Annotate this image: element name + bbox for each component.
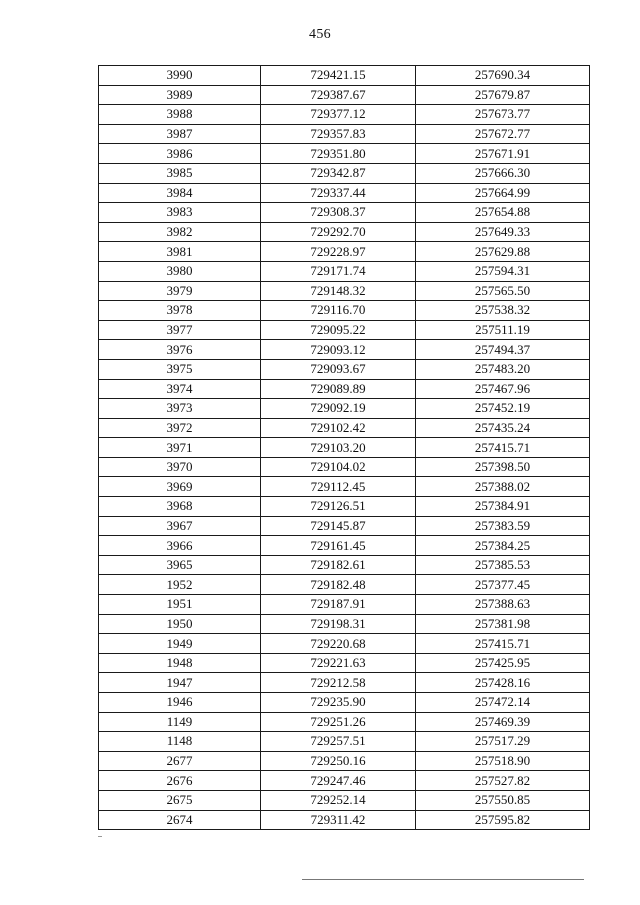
x-coordinate-cell: 729116.70 xyxy=(261,301,416,321)
point-number-cell: 3969 xyxy=(99,477,261,497)
y-coordinate-cell: 257511.19 xyxy=(416,320,590,340)
x-coordinate-cell: 729112.45 xyxy=(261,477,416,497)
table-row xyxy=(99,673,590,693)
x-coordinate-cell: 729235.90 xyxy=(261,693,416,713)
x-coordinate-cell: 729102.42 xyxy=(261,418,416,438)
x-coordinate-cell: 729093.12 xyxy=(261,340,416,360)
x-coordinate-cell: 729247.46 xyxy=(261,771,416,791)
y-coordinate-cell: 257472.14 xyxy=(416,693,590,713)
point-number-cell: 3990 xyxy=(99,66,261,86)
point-number-cell: 3988 xyxy=(99,105,261,125)
table-row xyxy=(99,379,590,399)
point-number-cell: 3982 xyxy=(99,222,261,242)
y-coordinate-cell: 257381.98 xyxy=(416,614,590,634)
table-row xyxy=(99,810,590,830)
table-row xyxy=(99,105,590,125)
x-coordinate-cell: 729187.91 xyxy=(261,595,416,615)
y-coordinate-cell: 257672.77 xyxy=(416,124,590,144)
y-coordinate-cell: 257377.45 xyxy=(416,575,590,595)
point-number-cell: 1951 xyxy=(99,595,261,615)
y-coordinate-cell: 257385.53 xyxy=(416,555,590,575)
page-number: 456 xyxy=(309,27,331,42)
point-number-cell: 3987 xyxy=(99,124,261,144)
y-coordinate-cell: 257452.19 xyxy=(416,399,590,419)
x-coordinate-cell: 729250.16 xyxy=(261,751,416,771)
point-number-cell: 3980 xyxy=(99,261,261,281)
point-number-cell: 3970 xyxy=(99,457,261,477)
y-coordinate-cell: 257415.71 xyxy=(416,438,590,458)
table-row xyxy=(99,85,590,105)
x-coordinate-cell: 729104.02 xyxy=(261,457,416,477)
point-number-cell: 3979 xyxy=(99,281,261,301)
x-coordinate-cell: 729093.67 xyxy=(261,359,416,379)
table-row xyxy=(99,222,590,242)
x-coordinate-cell: 729387.67 xyxy=(261,85,416,105)
point-number-cell: 3978 xyxy=(99,301,261,321)
x-coordinate-cell: 729212.58 xyxy=(261,673,416,693)
table-row xyxy=(99,477,590,497)
table-row xyxy=(99,124,590,144)
x-coordinate-cell: 729342.87 xyxy=(261,163,416,183)
scan-artifact-tick xyxy=(98,836,102,837)
table-row xyxy=(99,693,590,713)
point-number-cell: 3985 xyxy=(99,163,261,183)
x-coordinate-cell: 729089.89 xyxy=(261,379,416,399)
table-row xyxy=(99,516,590,536)
point-number-cell: 1947 xyxy=(99,673,261,693)
x-coordinate-cell: 729228.97 xyxy=(261,242,416,262)
y-coordinate-cell: 257384.25 xyxy=(416,536,590,556)
y-coordinate-cell: 257428.16 xyxy=(416,673,590,693)
x-coordinate-cell: 729351.80 xyxy=(261,144,416,164)
table-row xyxy=(99,261,590,281)
x-coordinate-cell: 729103.20 xyxy=(261,438,416,458)
table-row xyxy=(99,497,590,517)
y-coordinate-cell: 257517.29 xyxy=(416,732,590,752)
point-number-cell: 3976 xyxy=(99,340,261,360)
point-number-cell: 3989 xyxy=(99,85,261,105)
point-number-cell: 1946 xyxy=(99,693,261,713)
x-coordinate-cell: 729092.19 xyxy=(261,399,416,419)
table-row xyxy=(99,242,590,262)
y-coordinate-cell: 257388.63 xyxy=(416,595,590,615)
table-row xyxy=(99,163,590,183)
y-coordinate-cell: 257527.82 xyxy=(416,771,590,791)
coordinates-table-body xyxy=(99,66,590,830)
table-row xyxy=(99,653,590,673)
y-coordinate-cell: 257690.34 xyxy=(416,66,590,86)
y-coordinate-cell: 257384.91 xyxy=(416,497,590,517)
y-coordinate-cell: 257383.59 xyxy=(416,516,590,536)
point-number-cell: 3973 xyxy=(99,399,261,419)
point-number-cell: 1952 xyxy=(99,575,261,595)
y-coordinate-cell: 257518.90 xyxy=(416,751,590,771)
x-coordinate-cell: 729161.45 xyxy=(261,536,416,556)
y-coordinate-cell: 257673.77 xyxy=(416,105,590,125)
y-coordinate-cell: 257664.99 xyxy=(416,183,590,203)
x-coordinate-cell: 729337.44 xyxy=(261,183,416,203)
point-number-cell: 3965 xyxy=(99,555,261,575)
table-row xyxy=(99,203,590,223)
point-number-cell: 3984 xyxy=(99,183,261,203)
point-number-cell: 3983 xyxy=(99,203,261,223)
x-coordinate-cell: 729148.32 xyxy=(261,281,416,301)
point-number-cell: 3986 xyxy=(99,144,261,164)
y-coordinate-cell: 257679.87 xyxy=(416,85,590,105)
point-number-cell: 3966 xyxy=(99,536,261,556)
table-row xyxy=(99,281,590,301)
x-coordinate-cell: 729198.31 xyxy=(261,614,416,634)
y-coordinate-cell: 257538.32 xyxy=(416,301,590,321)
point-number-cell: 1149 xyxy=(99,712,261,732)
x-coordinate-cell: 729221.63 xyxy=(261,653,416,673)
table-row xyxy=(99,301,590,321)
y-coordinate-cell: 257654.88 xyxy=(416,203,590,223)
y-coordinate-cell: 257483.20 xyxy=(416,359,590,379)
y-coordinate-cell: 257467.96 xyxy=(416,379,590,399)
point-number-cell: 1949 xyxy=(99,634,261,654)
table-row xyxy=(99,359,590,379)
table-row xyxy=(99,438,590,458)
point-number-cell: 3977 xyxy=(99,320,261,340)
x-coordinate-cell: 729257.51 xyxy=(261,732,416,752)
x-coordinate-cell: 729095.22 xyxy=(261,320,416,340)
x-coordinate-cell: 729308.37 xyxy=(261,203,416,223)
y-coordinate-cell: 257649.33 xyxy=(416,222,590,242)
x-coordinate-cell: 729377.12 xyxy=(261,105,416,125)
point-number-cell: 3971 xyxy=(99,438,261,458)
point-number-cell: 3967 xyxy=(99,516,261,536)
table-row xyxy=(99,595,590,615)
point-number-cell: 2674 xyxy=(99,810,261,830)
table-row xyxy=(99,66,590,86)
table-row xyxy=(99,771,590,791)
table-row xyxy=(99,183,590,203)
x-coordinate-cell: 729220.68 xyxy=(261,634,416,654)
y-coordinate-cell: 257435.24 xyxy=(416,418,590,438)
y-coordinate-cell: 257629.88 xyxy=(416,242,590,262)
point-number-cell: 1948 xyxy=(99,653,261,673)
y-coordinate-cell: 257671.91 xyxy=(416,144,590,164)
x-coordinate-cell: 729145.87 xyxy=(261,516,416,536)
point-number-cell: 1148 xyxy=(99,732,261,752)
table-row xyxy=(99,732,590,752)
point-number-cell: 2675 xyxy=(99,790,261,810)
scan-artifact-line xyxy=(302,879,584,880)
y-coordinate-cell: 257388.02 xyxy=(416,477,590,497)
x-coordinate-cell: 729252.14 xyxy=(261,790,416,810)
x-coordinate-cell: 729292.70 xyxy=(261,222,416,242)
point-number-cell: 3968 xyxy=(99,497,261,517)
table-row xyxy=(99,712,590,732)
y-coordinate-cell: 257425.95 xyxy=(416,653,590,673)
x-coordinate-cell: 729357.83 xyxy=(261,124,416,144)
y-coordinate-cell: 257415.71 xyxy=(416,634,590,654)
coordinates-table xyxy=(98,65,590,830)
point-number-cell: 3972 xyxy=(99,418,261,438)
x-coordinate-cell: 729421.15 xyxy=(261,66,416,86)
x-coordinate-cell: 729311.42 xyxy=(261,810,416,830)
y-coordinate-cell: 257594.31 xyxy=(416,261,590,281)
table-row xyxy=(99,144,590,164)
y-coordinate-cell: 257565.50 xyxy=(416,281,590,301)
table-row xyxy=(99,751,590,771)
table-row xyxy=(99,575,590,595)
table-row xyxy=(99,614,590,634)
table-row xyxy=(99,418,590,438)
y-coordinate-cell: 257494.37 xyxy=(416,340,590,360)
y-coordinate-cell: 257398.50 xyxy=(416,457,590,477)
x-coordinate-cell: 729182.48 xyxy=(261,575,416,595)
y-coordinate-cell: 257469.39 xyxy=(416,712,590,732)
x-coordinate-cell: 729126.51 xyxy=(261,497,416,517)
y-coordinate-cell: 257666.30 xyxy=(416,163,590,183)
x-coordinate-cell: 729182.61 xyxy=(261,555,416,575)
point-number-cell: 2677 xyxy=(99,751,261,771)
table-row xyxy=(99,536,590,556)
point-number-cell: 3974 xyxy=(99,379,261,399)
x-coordinate-cell: 729251.26 xyxy=(261,712,416,732)
y-coordinate-cell: 257595.82 xyxy=(416,810,590,830)
point-number-cell: 2676 xyxy=(99,771,261,791)
table-row xyxy=(99,457,590,477)
table-row xyxy=(99,320,590,340)
table-row xyxy=(99,555,590,575)
table-row xyxy=(99,790,590,810)
y-coordinate-cell: 257550.85 xyxy=(416,790,590,810)
table-row xyxy=(99,399,590,419)
point-number-cell: 3981 xyxy=(99,242,261,262)
point-number-cell: 3975 xyxy=(99,359,261,379)
table-row xyxy=(99,634,590,654)
x-coordinate-cell: 729171.74 xyxy=(261,261,416,281)
point-number-cell: 1950 xyxy=(99,614,261,634)
table-row xyxy=(99,340,590,360)
